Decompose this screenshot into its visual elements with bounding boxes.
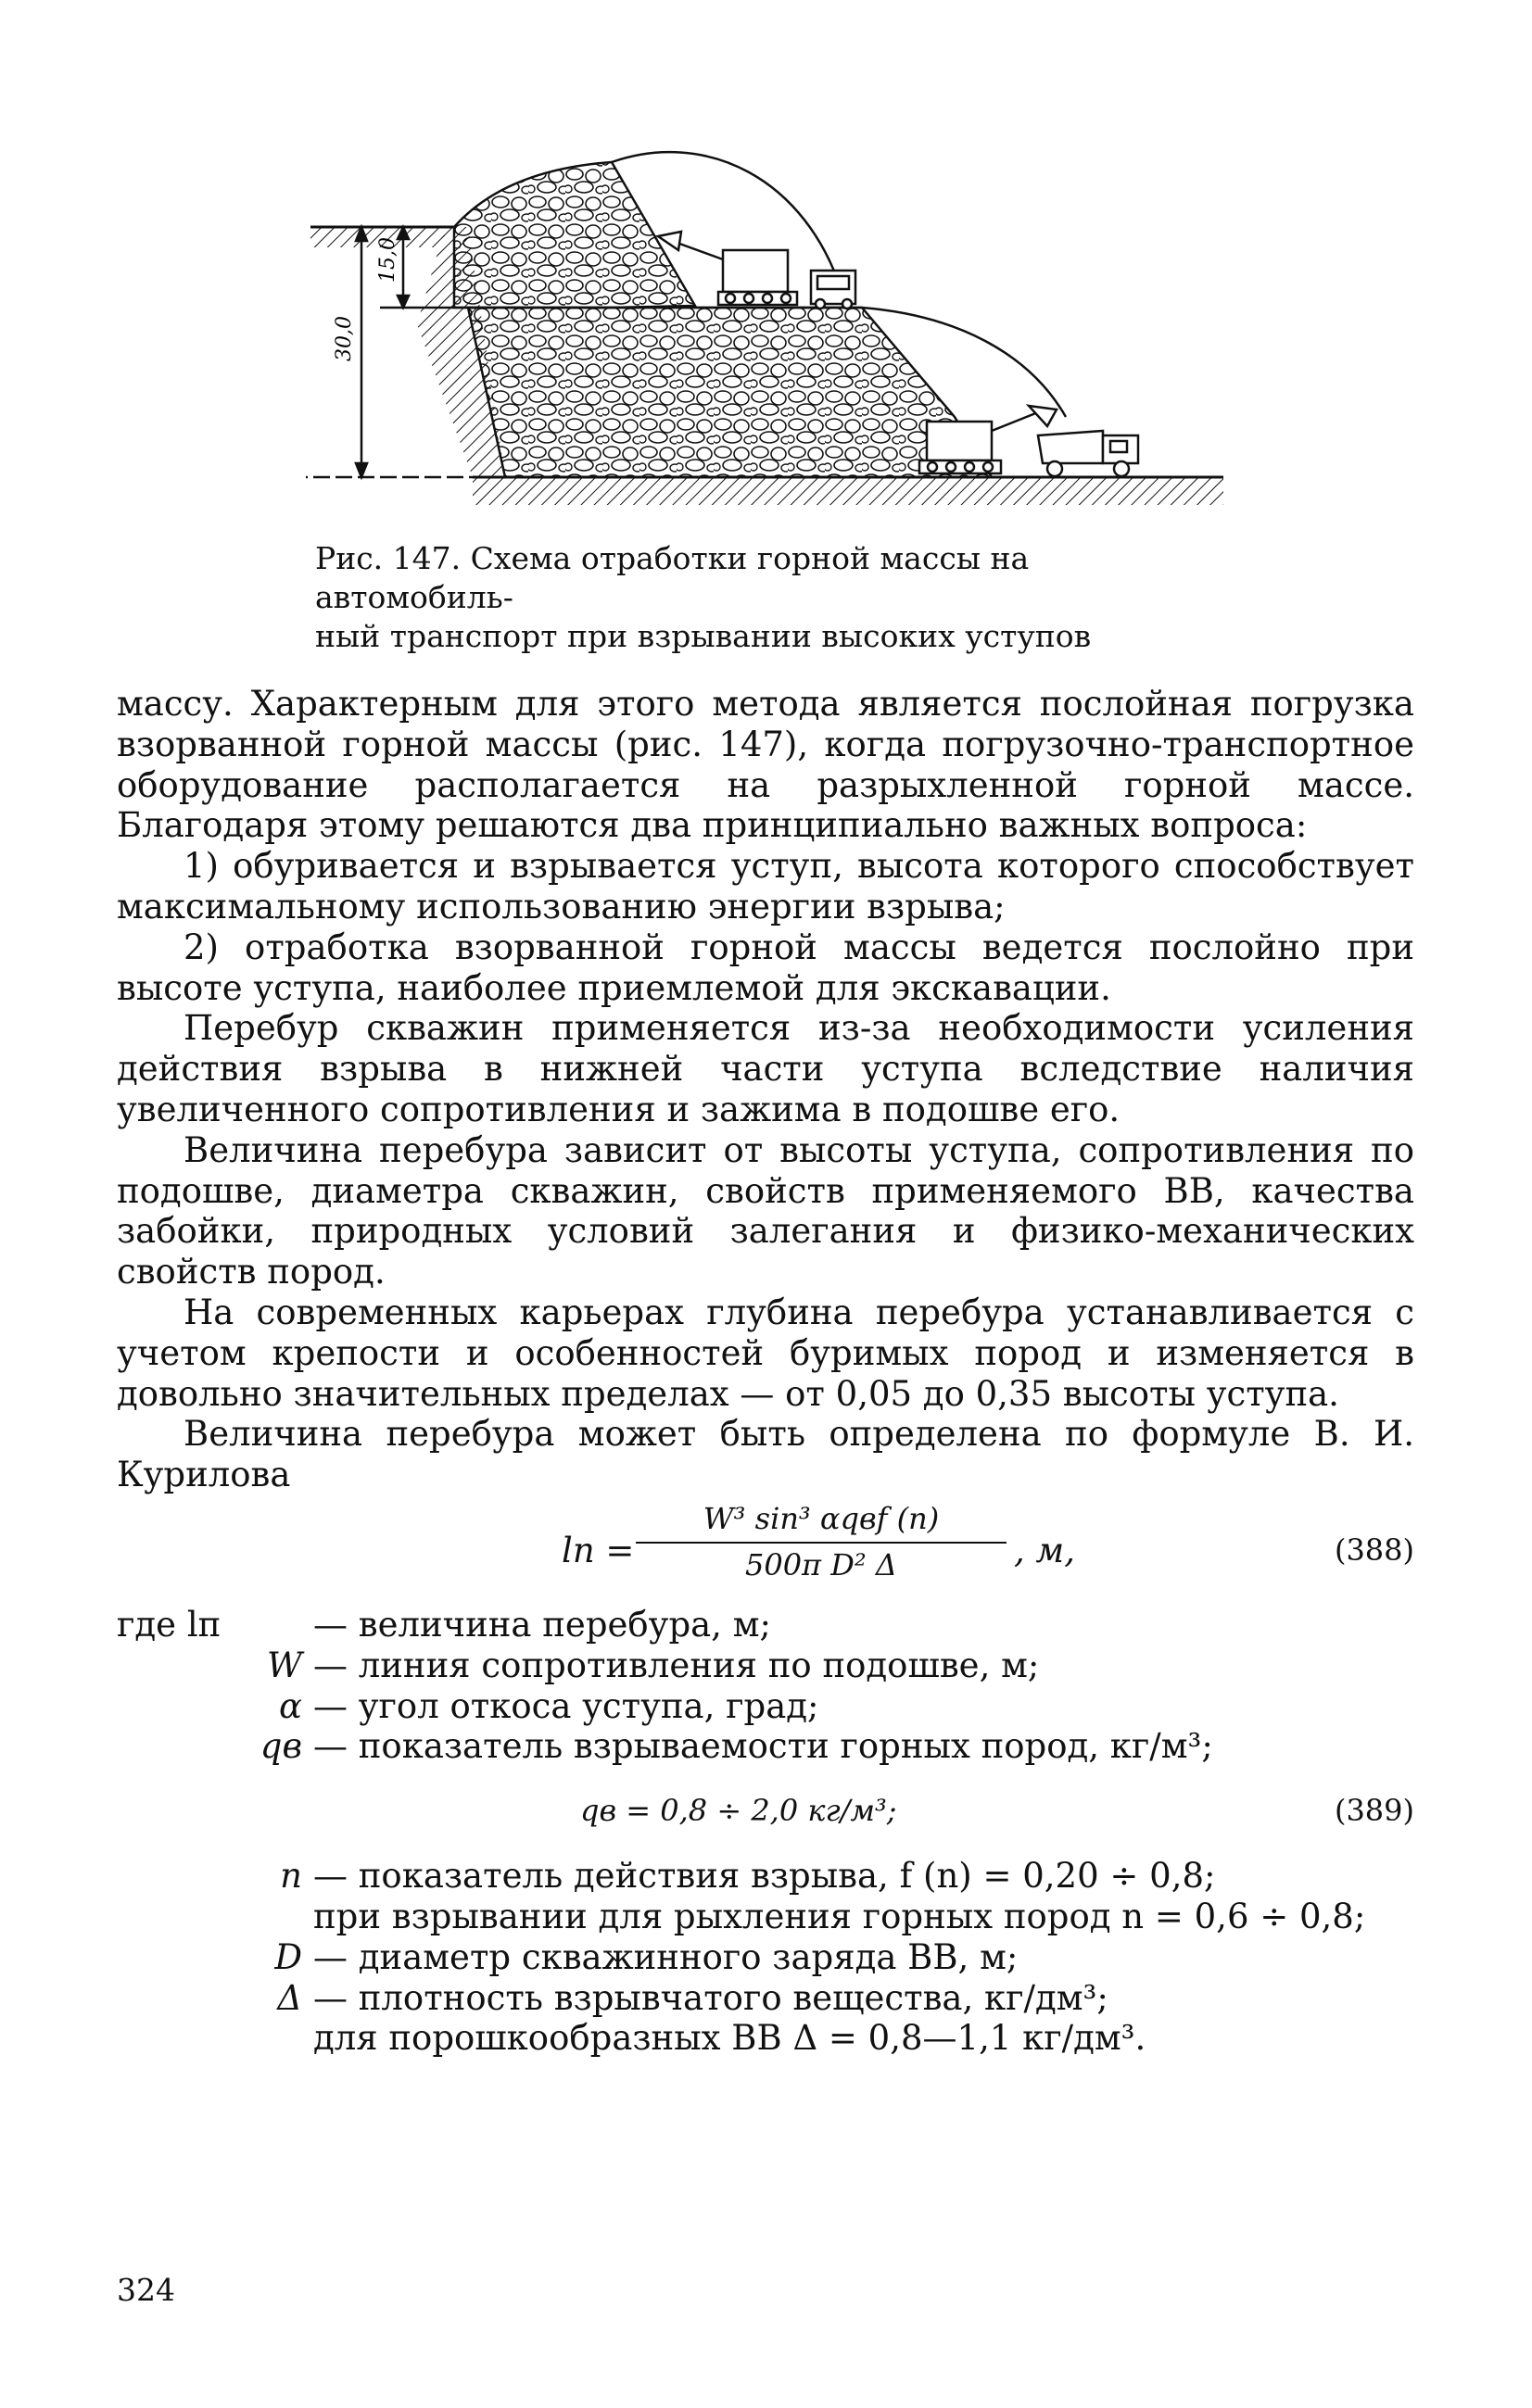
definition-text: — показатель взрываемости горных пород, кг/м³; [313, 1726, 1213, 1767]
caption-line-2: ный транспорт при взрывании высоких уступов [315, 618, 1092, 654]
definition-symbol: где lп [117, 1604, 222, 1645]
formula-388-numerator: W³ sin³ αqвf (n) [636, 1499, 1007, 1544]
definition-text: — величина перебура, м; [313, 1604, 771, 1645]
paragraph-2: 1) обуривается и взрывается уступ, высота которого способствует максимальному использованию энергии взрыва; [117, 846, 1414, 927]
definition-subline: при взрывании для рыхления горных пород n = 0,6 ÷ 0,8; [313, 1896, 1366, 1936]
definition-text: — диаметр скважинного заряда ВВ, м; [313, 1936, 1019, 1977]
paragraph-1: массу. Характерным для этого метода является послойная погрузка взорванной горной массы (рис. 147), когда погрузочно-транспортное оборудование располагается на разрыхленной горной массе. Благодаря этому решаются два принципиально важных вопроса: [117, 684, 1414, 846]
definition-item [117, 1686, 1414, 1727]
definition-subline: для порошкообразных ВВ Δ = 0,8—1,1 кг/дм³. [313, 2018, 1146, 2059]
formula-388-number: (388) [1334, 1532, 1414, 1568]
definition-symbol: D [274, 1936, 302, 1977]
paragraph-4: Перебур скважин применяется из-за необходимости усиления действия взрыва в нижней части уступа вследствие наличия увеличенного сопротивления и зажима в подошве его. [117, 1008, 1414, 1129]
definition-item [117, 1605, 1414, 1645]
formula-388-denominator: 500π D² Δ [744, 1546, 898, 1582]
formula-388 [117, 1499, 1414, 1601]
definition-item [117, 1937, 1414, 1978]
definition-text: — плотность взрывчатого вещества, кг/дм³; [313, 1977, 1108, 2018]
definition-text: — показатель действия взрыва, f (n) = 0,20 ÷ 0,8; [313, 1856, 1216, 1897]
definition-item [117, 1856, 1414, 1897]
definition-symbol: W [266, 1645, 302, 1685]
caption-line-1: Рис. 147. Схема отработки горной массы на автомобиль- [315, 540, 1030, 615]
definition-text: — угол откоса уступа, град; [313, 1685, 819, 1726]
figure-147-bench-blasting-diagram [306, 111, 1233, 519]
formula-388-fraction [636, 1499, 1007, 1586]
formula-389 [117, 1767, 1414, 1856]
lower-rock-pile [468, 308, 992, 477]
definitions-list-2 [117, 1856, 1414, 2059]
definition-item [117, 1645, 1414, 1686]
definition-symbol: Δ [277, 1977, 302, 2018]
formula-388-lhs: lп = [562, 1530, 635, 1570]
definition-symbol: n [280, 1856, 302, 1897]
dump-truck [1038, 431, 1138, 476]
upper-rock-pile [454, 162, 695, 308]
page-number: 324 [117, 2272, 175, 2308]
definition-item [117, 1978, 1414, 2019]
formula-389-expression: qв = 0,8 ÷ 2,0 кг/м³; [580, 1793, 897, 1829]
paragraph-6: На современных карьерах глубина перебура устанавливается с учетом крепости и особенностей буримых пород и изменяется в довольно значительных пределах — от 0,05 до 0,35 высоты уступа. [117, 1292, 1414, 1414]
formula-388-unit: , м, [1014, 1530, 1075, 1570]
dimension-30-label: 30,0 [333, 316, 356, 361]
definition-symbol: α [279, 1685, 302, 1726]
figure-caption [315, 539, 1223, 656]
body-text [117, 684, 1414, 2059]
bottom-ground-hatching [473, 477, 1223, 505]
dimension-15-label: 15,0 [376, 237, 399, 283]
paragraph-7: Величина перебура может быть определена по формуле В. И. Курилова [117, 1414, 1414, 1495]
mid-bench-truck [811, 271, 855, 309]
paragraph-3: 2) отработка взорванной горной массы ведется послойно при высоте уступа, наиболее приемлемой для экскавации. [117, 927, 1414, 1008]
definition-item [117, 1726, 1414, 1767]
definition-symbol: qв [260, 1726, 302, 1767]
definition-text: — линия сопротивления по подошве, м; [313, 1645, 1040, 1685]
paragraph-5: Величина перебура зависит от высоты уступа, сопротивления по подошве, диаметра скважин, свойств применяемого ВВ, качества забойки, природных условий залегания и физико-механических свойств пород. [117, 1129, 1414, 1292]
definitions-list [117, 1605, 1414, 1767]
formula-389-number: (389) [1334, 1793, 1414, 1829]
